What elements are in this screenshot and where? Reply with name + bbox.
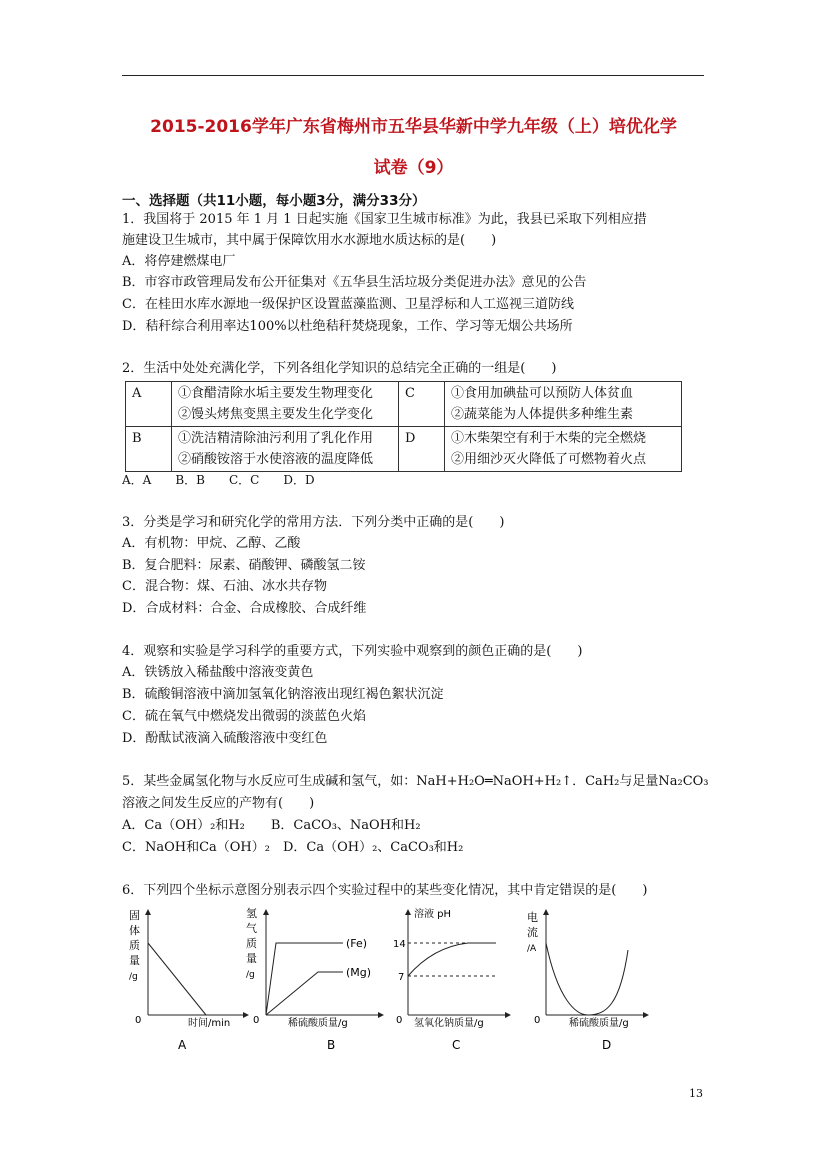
graph-a-ylabel-3: 质 [129,939,140,952]
table-cell: ①木柴架空有利于木柴的完全燃烧 ②用细沙灭火降低了可燃物着火点 [445,427,682,472]
graph-a [129,909,248,1052]
graph-a-ylabel-4: 量 [129,954,140,967]
table-cell-key: A [126,382,172,427]
graph-d-xlabel: 稀硫酸质量/g [569,1018,629,1029]
q3-option-c: C．混合物：煤、石油、冰水共存物 [122,579,327,594]
q3-stem: 3．分类是学习和研究化学的常用方法．下列分类中正确的是( ) [122,515,505,530]
q1-option-d: D．秸秆综合利用率达100%以杜绝秸秆焚烧现象，工作、学习等无烟公共场所 [122,319,573,334]
table-cell: ①食用加碘盐可以预防人体贫血 ②蔬菜能为人体提供多种维生素 [445,382,682,427]
graph-d-ylabel-3: /A [527,944,537,954]
graph-b-origin: 0 [253,1015,260,1026]
graph-d [527,910,648,1052]
page-number: 13 [689,1087,703,1100]
graph-c-ylabel: 溶液 pH [414,909,452,920]
graph-b-mg-line [266,972,343,1015]
table-cell-key: B [126,427,172,472]
graph-b-ylabel-3: 质 [246,937,257,950]
graph-b-ylabel-5: /g [246,970,255,980]
graph-c-tick-14: 14 [393,939,406,950]
graph-b [246,906,383,1052]
graph-b-xlabel: 稀硫酸质量/g [288,1018,348,1029]
page-title-line2: 试卷（9） [373,158,454,178]
graph-d-origin: 0 [534,1015,541,1026]
q6-stem: 6．下列四个坐标示意图分别表示四个实验过程中的某些变化情况，其中肯定错误的是( ) [122,883,648,898]
graph-c-xlabel: 氢氧化钠质量/g [414,1018,484,1029]
section-heading: 一、选择题（共11小题，每小题3分，满分33分） [122,193,426,209]
q1-option-a: A．将停建燃煤电厂 [122,254,236,269]
page-title: 2015-2016学年广东省梅州市五华县华新中学九年级（上）培优化学 [150,117,677,137]
q5-options-cd: C．NaOH和Ca（OH）₂ D．Ca（OH）₂、CaCO₃和H₂ [122,840,464,855]
q1-option-c: C．在桂田水库水源地一级保护区设置蓝藻监测、卫星浮标和人工巡视三道防线 [122,297,574,312]
graph-a-ylabel-5: /g [129,972,138,982]
graph-d-label: D [602,1038,612,1052]
graph-b-series-mg: (Mg) [346,966,372,979]
table-cell-key: C [399,382,445,427]
q1-stem-cont: 施建设卫生城市，其中属于保障饮用水水源地水质达标的是( ) [122,233,497,248]
q3-option-d: D．合成材料：合金、合成橡胶、合成纤维 [122,601,367,616]
q5-stem: 5．某些金属氢化物与水反应可生成碱和氢气，如：NaH+H₂O═NaOH+H₂↑．CaH₂与足量Na₂CO₃ [122,774,709,789]
graph-c-tick-7: 7 [398,972,405,983]
graph-c [393,907,510,1052]
table-row [126,427,682,472]
graph-b-label: B [327,1038,336,1052]
q2-table [125,381,682,472]
graph-b-ylabel-2: 气 [246,922,257,935]
graph-a-xlabel: 时间/min [188,1018,231,1029]
header-rule [122,75,704,76]
q4-option-d: D．酚酞试液滴入硫酸溶液中变红色 [122,731,328,746]
graph-a-line [148,943,206,1015]
table-cell: ①洗洁精清除油污利用了乳化作用 ②硝酸铵溶于水使溶液的温度降低 [172,427,399,472]
table-row [126,382,682,427]
graph-b-fe-line [266,943,343,1015]
graph-b-series-fe: (Fe) [346,937,368,950]
q5-stem-cont: 溶液之间发生反应的产物有( ) [122,796,315,811]
graph-a-ylabel-2: 体 [129,924,140,937]
graph-a-label: A [178,1038,187,1052]
graph-a-origin: 0 [135,1015,142,1026]
graph-c-curve [408,943,496,976]
q2-answers: A．A B．B C．C D．D [122,473,315,487]
q6-graphs [118,905,658,1055]
q2-stem: 2．生活中处处充满化学，下列各组化学知识的总结完全正确的一组是( ) [122,361,557,376]
q4-option-a: A．铁锈放入稀盐酸中溶液变黄色 [122,665,314,680]
graph-c-label: C [452,1038,461,1052]
q4-option-c: C．硫在氧气中燃烧发出微弱的淡蓝色火焰 [122,709,366,724]
table-cell: ①食醋清除水垢主要发生物理变化 ②馒头烤焦变黑主要发生化学变化 [172,382,399,427]
table-cell-key: D [399,427,445,472]
q4-stem: 4．观察和实验是学习科学的重要方式，下列实验中观察到的颜色正确的是( ) [122,644,583,659]
q3-option-a: A．有机物：甲烷、乙醇、乙酸 [122,536,301,551]
q3-option-b: B．复合肥料：尿素、硝酸钾、磷酸氢二铵 [122,558,366,573]
graph-b-ylabel-1: 氢 [246,907,257,920]
q5-options-ab: A．Ca（OH）₂和H₂ B．CaCO₃、NaOH和H₂ [122,818,421,833]
q1-option-b: B．市容市政管理局发布公开征集对《五华县生活垃圾分类促进办法》意见的公告 [122,275,587,290]
graph-d-ylabel-2: 流 [527,926,538,939]
q1-stem: 1．我国将于 2015 年 1 月 1 日起实施《国家卫生城市标准》为此，我县已采取下列相应措 [122,212,647,227]
graph-d-curve [546,943,628,1015]
q4-option-b: B．硫酸铜溶液中滴加氢氧化钠溶液出现红褐色絮状沉淀 [122,687,444,702]
graph-b-ylabel-4: 量 [246,952,257,965]
graph-d-ylabel-1: 电 [527,911,538,924]
graph-c-origin: 0 [396,1015,403,1026]
graph-a-ylabel-1: 固 [129,909,140,922]
